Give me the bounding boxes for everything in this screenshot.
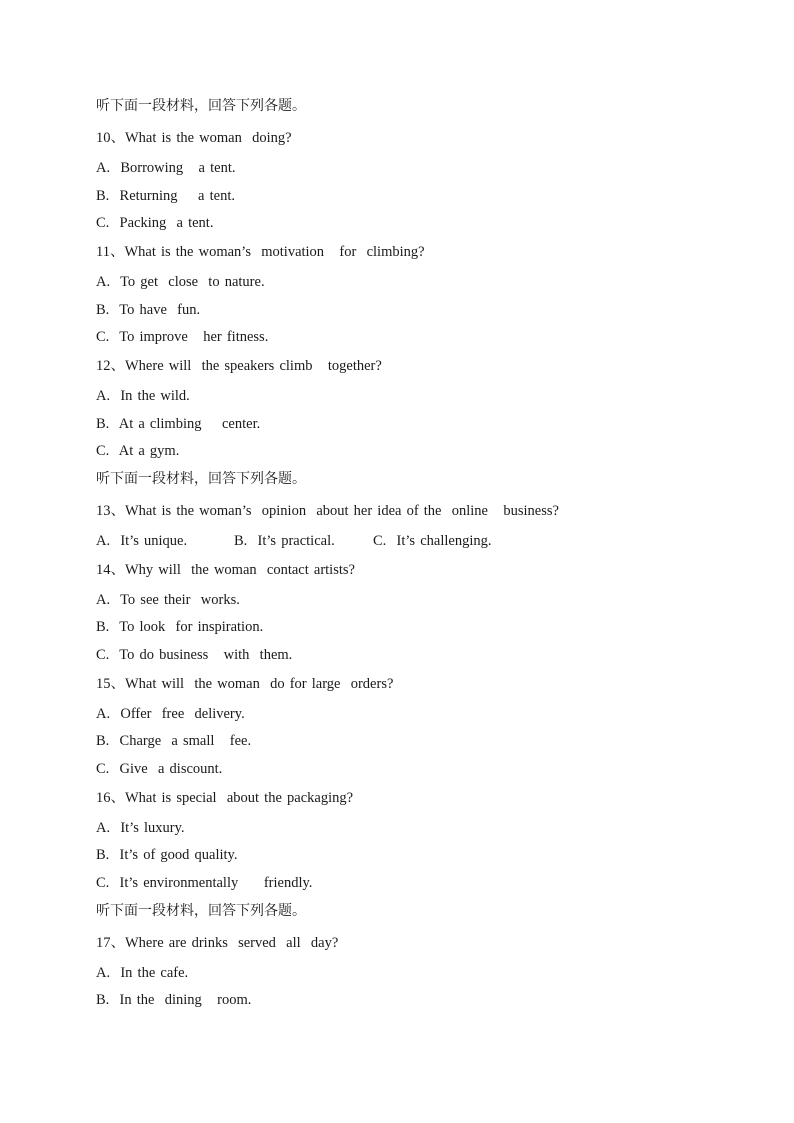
section-heading-3: 听下面一段材料，回答下列各题。: [96, 903, 306, 919]
q11-option-a: A. To get close to nature.: [96, 274, 265, 290]
q16-option-b: B. It’s of good quality.: [96, 847, 238, 863]
q10-option-b: B. Returning a tent.: [96, 188, 235, 204]
q13-option-c: C. It’s challenging.: [373, 533, 492, 549]
q16-option-a: A. It’s luxury.: [96, 820, 185, 836]
q10-option-a: A. Borrowing a tent.: [96, 160, 236, 176]
q15-option-b: B. Charge a small fee.: [96, 733, 252, 749]
q12-option-a: A. In the wild.: [96, 388, 190, 404]
question-13: 13、What is the woman’s opinion about her idea of the online business?: [96, 503, 559, 519]
q14-option-c: C. To do business with them.: [96, 647, 293, 663]
question-17: 17、Where are drinks served all day?: [96, 935, 339, 951]
question-12: 12、Where will the speakers climb together?: [96, 358, 382, 374]
q13-option-a: A. It’s unique.: [96, 533, 188, 549]
q12-option-c: C. At a gym.: [96, 443, 180, 459]
question-16: 16、What is special about the packaging?: [96, 790, 354, 806]
q17-option-b: B. In the dining room.: [96, 992, 252, 1008]
q14-option-a: A. To see their works.: [96, 592, 240, 608]
section-heading-2: 听下面一段材料，回答下列各题。: [96, 471, 306, 487]
question-11: 11、What is the woman’s motivation for climbing?: [96, 244, 425, 260]
section-heading-1: 听下面一段材料，回答下列各题。: [96, 98, 306, 114]
q15-option-a: A. Offer free delivery.: [96, 706, 245, 722]
q14-option-b: B. To look for inspiration.: [96, 619, 264, 635]
question-10: 10、What is the woman doing?: [96, 130, 292, 146]
question-14: 14、Why will the woman contact artists?: [96, 562, 355, 578]
q11-option-b: B. To have fun.: [96, 302, 201, 318]
q13-options-row: [96, 532, 696, 550]
question-15: 15、What will the woman do for large orders?: [96, 676, 394, 692]
q16-option-c: C. It’s environmentally friendly.: [96, 875, 313, 891]
q17-option-a: A. In the cafe.: [96, 965, 189, 981]
q10-option-c: C. Packing a tent.: [96, 215, 214, 231]
q13-option-b: B. It’s practical.: [234, 533, 335, 549]
q11-option-c: C. To improve her fitness.: [96, 329, 269, 345]
q12-option-b: B. At a climbing center.: [96, 416, 261, 432]
q15-option-c: C. Give a discount.: [96, 761, 223, 777]
